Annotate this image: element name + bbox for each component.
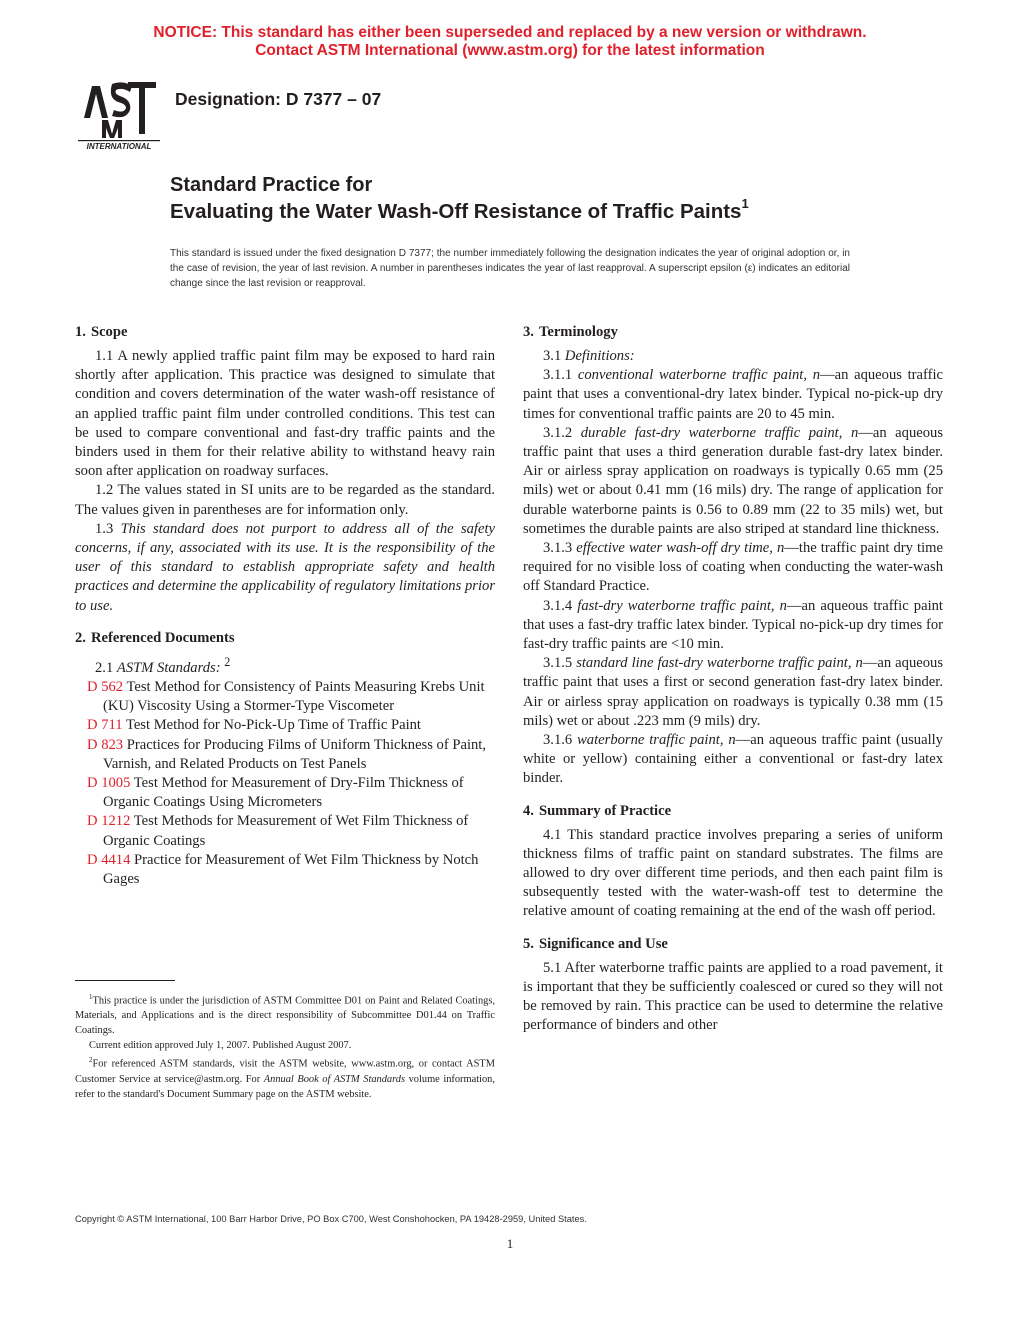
notice-line-1: NOTICE: This standard has either been superseded and replaced by a new version or withdrawn. xyxy=(153,24,867,41)
footnote-edition: Current edition approved July 1, 2007. Published August 2007. xyxy=(89,1040,352,1052)
reference-item: D 562 Test Method for Consistency of Paints Measuring Krebs Unit (KU) Viscosity Using a Stormer-Type Viscometer xyxy=(87,678,485,715)
paragraph: 4.1 This standard practice involves preparing a series of uniform thickness films of traffic paint on standard substrates. The films are allowed to dry over different time periods, and then each paint film is subsequently tested with the water-wash-off test to determine the relative amount of coating remaining at the end of the wash off period. xyxy=(523,826,943,920)
reference-link[interactable]: D 711 xyxy=(87,717,123,734)
designation: Designation: D 7377 – 07 xyxy=(175,89,382,109)
definition: 3.1.6 waterborne traffic paint, n—an aqueous traffic paint (usually white or yellow) containing either a conventional or fast-dry latex binder. xyxy=(523,732,943,787)
page-number: 1 xyxy=(506,1236,514,1251)
section-heading: 4. Summary of Practice xyxy=(523,802,672,819)
paragraph: 1.3 This standard does not purport to address all of the safety concerns, if any, associated with its use. It is the responsibility of the user of this standard to establish appropriate safety and health practices and determine the applicability of regulatory limitations prior to use. xyxy=(75,520,495,614)
definition: 3.1.5 standard line fast-dry waterborne traffic paint, n—an aqueous traffic paint that uses a first or second generation fast-dry latex binder. Air or airless spray application on roadways is typically 0.38 mm (15 mils) wet or about .223 mm (9 mils) dry. xyxy=(523,655,943,729)
footnotes xyxy=(75,990,495,1102)
section-referenced-documents xyxy=(75,628,495,889)
footnote-2: $^2$For referenced ASTM standards, visit the ASTM website, www.astm.org, or contact ASTM Customer Service at service@astm.org. For Annual Book of ASTM Standards volume information, refer to the standard's Document Summary page on the ASTM website. xyxy=(75,1056,495,1100)
definition: 3.1.4 fast-dry waterborne traffic paint, n—an aqueous traffic paint that uses a fast-dry traffic latex binder. Typical no-pick-up dry times for fast-dry traffic paints are <10 min. xyxy=(523,597,943,653)
definition: 3.1.1 conventional waterborne traffic paint, n—an aqueous traffic paint that uses a conventional-dry latex binder. Typical no-pick-up dry times for conventional traffic paints are 20 to 45 min. xyxy=(523,367,944,422)
section-terminology xyxy=(523,322,943,789)
reference-link[interactable]: D 1212 xyxy=(87,813,131,830)
reference-item: D 711 Test Method for No-Pick-Up Time of Traffic Paint xyxy=(87,717,421,734)
notice-line-2: Contact ASTM International (www.astm.org) for the latest information xyxy=(255,42,765,59)
withdrawal-notice xyxy=(0,24,1020,60)
footnote-rule xyxy=(75,980,175,981)
reference-list xyxy=(75,678,495,889)
reference-link[interactable]: D 562 xyxy=(87,678,124,695)
paragraph: 2.1 ASTM Standards: $^2$ xyxy=(95,654,231,676)
definition: 3.1.3 effective water wash-off dry time, n—the traffic paint dry time required for no visible loss of coating when conducting the water-wash off Standard Practice. xyxy=(523,540,943,595)
section-scope xyxy=(75,322,495,616)
title-line-1: Standard Practice for xyxy=(170,174,373,196)
title-main: Evaluating the Water Wash-Off Resistance of Traffic Paints xyxy=(170,199,742,223)
paragraph: 3.1 Definitions: xyxy=(543,348,635,364)
reference-link[interactable]: D 4414 xyxy=(87,851,131,868)
section-heading: 3. Terminology xyxy=(523,324,618,340)
paragraph: 1.2 The values stated in SI units are to be regarded as the standard. The values given in parentheses are for information only. xyxy=(75,482,495,518)
section-summary xyxy=(523,801,943,922)
reference-link[interactable]: D 823 xyxy=(87,736,124,753)
logo-subtitle: INTERNATIONAL xyxy=(86,142,152,151)
right-column xyxy=(523,322,943,1044)
section-significance xyxy=(523,934,943,1036)
reference-link[interactable]: D 1005 xyxy=(87,774,131,791)
title-line-2 xyxy=(170,198,749,224)
reference-item: D 1005 Test Method for Measurement of Dry-Film Thickness of Organic Coatings Using Micrometers xyxy=(87,774,464,811)
footnote-1: $^1$This practice is under the jurisdiction of ASTM Committee D01 on Paint and Related Coatings, Materials, and Applications and is the direct responsibility of Subcommittee D01.44 on Traffic Coatings. xyxy=(75,993,495,1037)
reference-item: D 823 Practices for Producing Films of Uniform Thickness of Paint, Varnish, and Related Products on Test Panels xyxy=(87,736,487,772)
astm-logo xyxy=(76,76,162,152)
left-column xyxy=(75,322,495,897)
title-footnote-marker: 1 xyxy=(741,196,749,211)
reference-item: D 4414 Practice for Measurement of Wet Film Thickness by Notch Gages xyxy=(87,851,479,887)
section-heading: 1. Scope xyxy=(75,324,128,340)
paragraph: 5.1 After waterborne traffic paints are applied to a road pavement, it is important that they be sufficiently coalesced or cured so they will not be removed by rain. This practice can be used to determine the relative performance of binders and other xyxy=(523,959,943,1034)
paragraph: 1.1 A newly applied traffic paint film may be exposed to hard rain shortly after application. This practice was designed to simulate that condition and covers determination of the water wash-off resistance of an applied traffic paint film under controlled conditions. This test can be used to compare conventional and fast-dry traffic paints and the binders used in them for their relative ability to withstand heavy rain soon after application on roadway surfaces. xyxy=(75,348,495,480)
copyright: Copyright © ASTM International, 100 Barr Harbor Drive, PO Box C700, West Conshohocken, PA 19428-2959, United States. xyxy=(75,1214,587,1224)
astm-logo-icon xyxy=(76,76,162,152)
reference-item: D 1212 Test Methods for Measurement of Wet Film Thickness of Organic Coatings xyxy=(87,813,469,849)
section-heading: 2. Referenced Documents xyxy=(75,629,235,646)
issued-note: This standard is issued under the fixed designation D 7377; the number immediately following the designation indicates the year of original adoption or, in the case of revision, the year of last revision. A number in parentheses indicates the year of last reapproval. A superscript epsilon (ε) indicates an editorial change since the last revision or reapproval. xyxy=(170,248,850,289)
section-heading: 5. Significance and Use xyxy=(523,935,668,952)
definition: 3.1.2 durable fast-dry waterborne traffic paint, n—an aqueous traffic paint that uses a third generation durable fast-dry latex binder. Air or airless spray application on roadways is typically 0.65 mm (25 mils) wet or about 0.41 mm (16 mils) dry. The range of application for durable waterborne paints is 0.56 to 0.89 mm (22 to 35 mils) wet, but sometimes the durable paints are also striped at standard line thickness. xyxy=(523,424,943,537)
